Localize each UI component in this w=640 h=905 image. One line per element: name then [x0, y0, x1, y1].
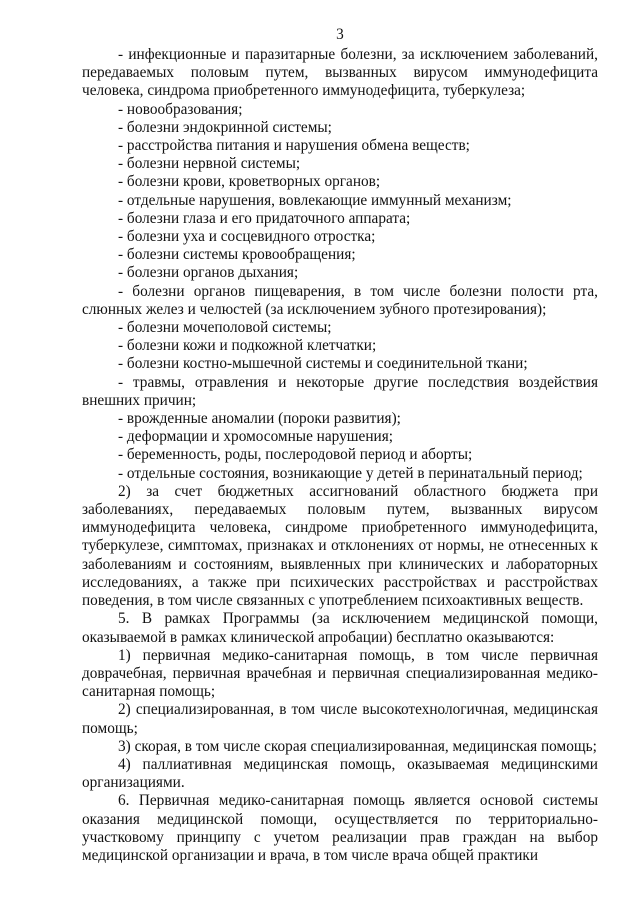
paragraph-item-2-specialized-care: 2) специализированная, в том числе высокотехнологичная, медицинская помощь;	[82, 701, 598, 737]
list-item-digestive: - болезни органов пищеварения, в том числе болезни полости рта, слюнных желез и челюстей (за исключением зубного протезирования);	[82, 282, 598, 318]
paragraph-item-2-regional-budget: 2) за счет бюджетных ассигнований областного бюджета при заболеваниях, передаваемых половым путем, вызванных вирусом иммунодефицита человека, синдроме приобретенного иммунодефицита, туберкулезе, симптомах, признаках и отклонениях от нормы, не отнесенных к заболеваниям и состояниям, выявленных при клинических и лабораторных исследованиях, а также при психических расстройствах и расстройствах поведения, в том числе связанных с употреблением психоактивных веществ.	[82, 482, 598, 610]
list-item-nutrition-metabolism: - расстройства питания и нарушения обмена веществ;	[118, 137, 470, 155]
list-item-respiratory: - болезни органов дыхания;	[118, 264, 299, 282]
paragraph-section-6: 6. Первичная медико-санитарная помощь является основой системы оказания медицинской помощи, осуществляется по территориально-участковому принципу с учетом реализации прав граждан на выбор медицинской организации и врача, в том числе врача общей практики	[82, 792, 598, 864]
list-item-genitourinary: - болезни мочеполовой системы;	[118, 319, 332, 337]
list-item-nervous-system: - болезни нервной системы;	[118, 155, 301, 173]
list-item-chromosomal: - деформации и хромосомные нарушения;	[118, 428, 393, 446]
list-item-circulatory: - болезни системы кровообращения;	[118, 246, 356, 264]
paragraph-section-5: 5. В рамках Программы (за исключением медицинской помощи, оказываемой в рамках клинической апробации) бесплатно оказываются:	[82, 610, 598, 646]
list-item-infectious-diseases: - инфекционные и паразитарные болезни, за исключением заболеваний, передаваемых половым путем, вызванных вирусом иммунодефицита человека, синдрома приобретенного иммунодефицита, туберкулеза;	[82, 46, 598, 100]
paragraph-item-3-emergency-care: 3) скорая, в том числе скорая специализированная, медицинская помощь;	[118, 737, 597, 755]
list-item-endocrine: - болезни эндокринной системы;	[118, 118, 332, 136]
paragraph-item-4-palliative-care: 4) паллиативная медицинская помощь, оказываемая медицинскими организациями.	[82, 755, 598, 792]
list-item-pregnancy: - беременность, роды, послеродовой период и аборты;	[118, 446, 473, 464]
list-item-immune: - отдельные нарушения, вовлекающие иммунный механизм;	[118, 191, 512, 209]
list-item-perinatal: - отдельные состояния, возникающие у детей в перинатальный период;	[118, 464, 583, 482]
document-body	[82, 46, 598, 865]
list-item-skin: - болезни кожи и подкожной клетчатки;	[118, 337, 377, 355]
list-item-injuries: - травмы, отравления и некоторые другие последствия воздействия внешних причин;	[82, 373, 598, 409]
list-item-musculoskeletal: - болезни костно-мышечной системы и соединительной ткани;	[118, 355, 528, 373]
list-item-neoplasms: - новообразования;	[118, 100, 243, 118]
list-item-congenital: - врожденные аномалии (пороки развития);	[118, 410, 401, 428]
list-item-ear: - болезни уха и сосцевидного отростка;	[118, 228, 376, 246]
list-item-eye: - болезни глаза и его придаточного аппарата;	[118, 209, 411, 227]
page-number: 3	[336, 26, 344, 43]
paragraph-item-1-primary-care: 1) первичная медико-санитарная помощь, в том числе первичная доврачебная, первичная врачебная и первичная специализированная медико-санитарная помощь;	[82, 646, 598, 701]
list-item-blood: - болезни крови, кроветворных органов;	[118, 173, 381, 191]
